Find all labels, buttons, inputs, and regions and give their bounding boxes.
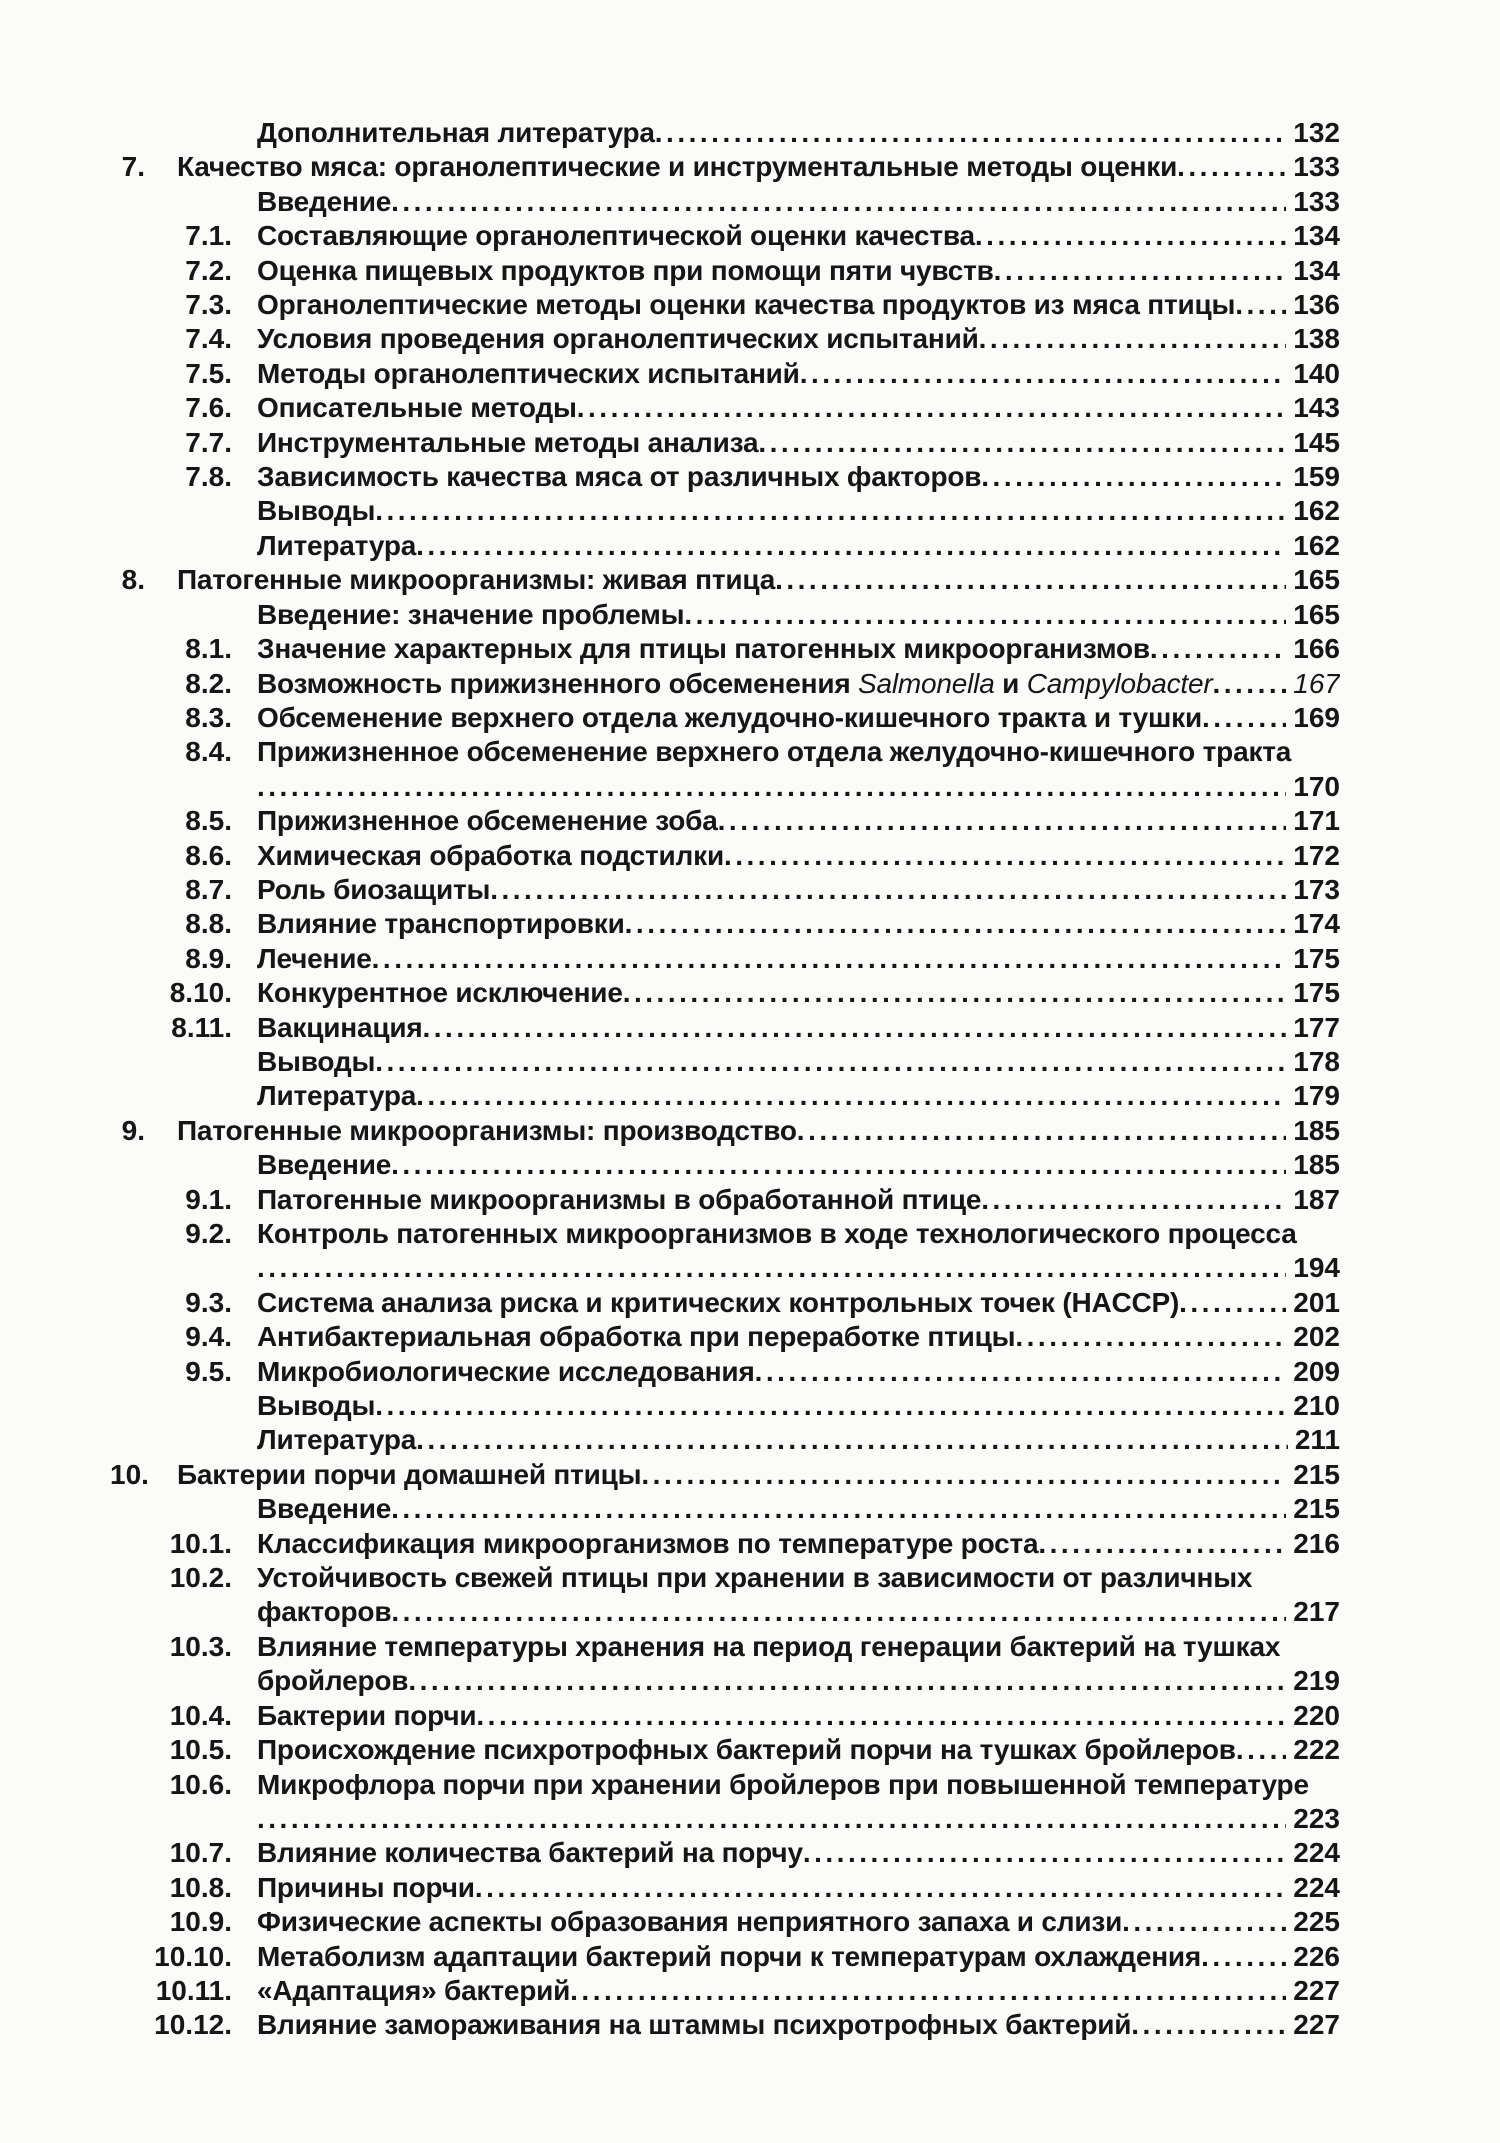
dot-leader: [800, 357, 1287, 391]
entry-number: 9.3.: [185, 1286, 232, 1318]
toc-entry: [110, 976, 1340, 1010]
dot-leader: [655, 116, 1287, 150]
page-number: 133: [1293, 185, 1340, 217]
entry-title: Инструментальные методы анализа: [257, 426, 759, 458]
entry-title: Микрофлора порчи при хранении бройлеров при повышенной температуре: [257, 1768, 1309, 1800]
entry-number: 10.2.: [169, 1562, 232, 1594]
entry-title: Вакцинация: [257, 1011, 423, 1043]
page-number: 134: [1293, 254, 1340, 286]
page-number: 222: [1293, 1734, 1340, 1766]
toc-entry: [110, 426, 1340, 460]
dot-leader: [775, 563, 1286, 597]
dot-leader: [979, 322, 1287, 356]
entry-number: 9.: [121, 1114, 145, 1146]
entry-title: Выводы: [257, 1390, 376, 1422]
toc-entry: [110, 1527, 1340, 1561]
dot-leader: [797, 1114, 1286, 1148]
toc-entry-continuation: [110, 1251, 1340, 1285]
dot-leader: [1202, 701, 1286, 735]
page-number: 227: [1293, 2009, 1340, 2041]
toc-entry: [110, 1045, 1340, 1079]
entry-number: 10.9.: [169, 1906, 232, 1938]
page-number: 162: [1293, 529, 1340, 561]
toc-entry: [110, 804, 1340, 838]
entry-number: 8.5.: [185, 805, 232, 837]
entry-number: 8.11.: [171, 1011, 232, 1043]
dot-leader: [375, 1045, 1286, 1079]
toc-entry: [110, 1871, 1340, 1905]
page-number: 225: [1293, 1906, 1340, 1938]
page-number: 170: [1293, 770, 1340, 802]
dot-leader: [422, 1011, 1286, 1045]
page-number: 201: [1293, 1286, 1340, 1318]
entry-title: Влияние замораживания на штаммы психротрофных бактерий: [257, 2009, 1132, 2041]
dot-leader: [416, 1079, 1286, 1113]
dot-leader: [718, 804, 1287, 838]
dot-leader: [684, 598, 1286, 632]
toc-entry: [110, 598, 1340, 632]
page-number: 162: [1293, 495, 1340, 527]
entry-title: Введение: [257, 185, 392, 217]
toc-entry: [110, 1011, 1340, 1045]
entry-number: 10.4.: [169, 1699, 232, 1731]
dot-leader: [476, 1699, 1286, 1733]
toc-entry: [110, 185, 1340, 219]
page-number: 172: [1293, 839, 1340, 871]
entry-number: 9.2.: [185, 1218, 232, 1249]
entry-title: Методы органолептических испытаний: [257, 357, 800, 389]
entry-title: факторов: [257, 1596, 392, 1628]
entry-title: Введение: значение проблемы: [257, 598, 685, 630]
entry-title: Обсеменение верхнего отдела желудочно-кишечного тракта и тушки: [257, 701, 1202, 733]
toc-entry: [110, 1974, 1340, 2008]
toc-entry: [110, 1492, 1340, 1526]
toc-entry: [110, 391, 1340, 425]
entry-title: Качество мяса: органолептические и инструментальные методы оценки: [177, 151, 1178, 183]
toc-entry: [110, 1114, 1340, 1148]
entry-number: 7.: [121, 151, 145, 183]
toc-entry: [110, 1079, 1340, 1113]
entry-title: Микробиологические исследования: [257, 1355, 755, 1387]
entry-title: Устойчивость свежей птицы при хранении в зависимости от различных: [257, 1562, 1253, 1594]
dot-leader: [416, 529, 1286, 563]
page-number: 185: [1293, 1114, 1340, 1146]
dot-leader: [623, 976, 1287, 1010]
page-number: 224: [1293, 1837, 1340, 1869]
page-number: 210: [1293, 1390, 1340, 1422]
toc-entry: [110, 219, 1340, 253]
entry-number: 10.1.: [169, 1527, 232, 1559]
entry-title: Система анализа риска и критических контрольных точек (HACCP): [257, 1286, 1180, 1318]
toc-entry: [110, 116, 1340, 150]
entry-title: Влияние транспортировки: [257, 908, 625, 940]
toc-entry: [110, 735, 1340, 769]
entry-number: 7.3.: [185, 289, 232, 321]
entry-number: 8.2.: [185, 667, 232, 699]
dot-leader: [391, 1148, 1286, 1182]
toc-entry: [110, 1940, 1340, 1974]
page-number: 223: [1293, 1802, 1340, 1834]
dot-leader: [257, 1251, 1286, 1285]
entry-number: 8.6.: [185, 839, 232, 871]
entry-title: Конкурентное исключение: [257, 977, 623, 1009]
entry-number: 7.2.: [185, 254, 232, 286]
entry-number: 10.3.: [169, 1630, 232, 1662]
dot-leader: [257, 770, 1286, 804]
entry-number: 9.1.: [185, 1183, 232, 1215]
dot-leader: [1131, 2008, 1286, 2042]
entry-title: Физические аспекты образования неприятного запаха и слизи: [257, 1906, 1123, 1938]
entry-number: 10.6.: [169, 1768, 232, 1800]
dot-leader: [375, 494, 1286, 528]
toc-entry: [110, 1905, 1340, 1939]
entry-title: Литература: [257, 1080, 417, 1112]
dot-leader: [1201, 1940, 1286, 1974]
toc-entry: [110, 1561, 1340, 1595]
page-number: 138: [1293, 323, 1340, 355]
page-number: 211: [1294, 1424, 1340, 1456]
toc-entry: [110, 1286, 1340, 1320]
entry-number: 9.4.: [185, 1321, 232, 1353]
entry-number: 7.7.: [185, 426, 232, 458]
toc-entry-continuation: [110, 770, 1340, 804]
dot-leader: [391, 1492, 1286, 1526]
entry-number: 8.10.: [169, 977, 232, 1009]
entry-title: Влияние температуры хранения на период генерации бактерий на тушках: [257, 1630, 1281, 1662]
toc-entry: [110, 1183, 1340, 1217]
dot-leader: [755, 1355, 1287, 1389]
dot-leader: [724, 839, 1286, 873]
dot-leader: [408, 1664, 1286, 1698]
dot-leader: [994, 254, 1287, 288]
entry-number: 10.10.: [154, 1940, 232, 1972]
dot-leader: [490, 873, 1286, 907]
dot-leader: [372, 942, 1287, 976]
entry-number: 10.8.: [169, 1871, 232, 1903]
toc-entry-continuation: [110, 1595, 1340, 1629]
dot-leader: [1015, 1320, 1286, 1354]
page-number: 185: [1293, 1149, 1340, 1181]
page-number: 159: [1293, 461, 1340, 493]
toc-entry: [110, 907, 1340, 941]
toc-entry: [110, 632, 1340, 666]
entry-title-italic-run: Salmonella: [858, 667, 995, 699]
entry-number: 7.5.: [185, 357, 232, 389]
entry-title-italic-run: Campylobacter: [1026, 667, 1213, 699]
entry-title: [257, 667, 1212, 701]
page-number: 178: [1293, 1045, 1340, 1077]
page-number: 173: [1293, 873, 1340, 905]
dot-leader: [758, 426, 1286, 460]
entry-title: Литература: [257, 529, 417, 561]
entry-title-run: и: [994, 667, 1027, 699]
page-number: 165: [1293, 564, 1340, 596]
entry-title: Роль биозащиты: [257, 873, 491, 905]
toc-entry: [110, 667, 1340, 701]
page-number: 177: [1293, 1011, 1340, 1043]
dot-leader: [1150, 632, 1286, 666]
page-number: 194: [1293, 1252, 1340, 1284]
entry-title: Составляющие органолептической оценки качества: [257, 220, 975, 252]
entry-number: 8.4.: [185, 736, 232, 768]
toc: [110, 116, 1340, 2043]
toc-entry: [110, 460, 1340, 494]
entry-title: Происхождение психротрофных бактерий порчи на тушках бройлеров: [257, 1734, 1236, 1766]
entry-title: Бактерии порчи: [257, 1699, 477, 1731]
page-number: 175: [1293, 942, 1340, 974]
toc-entry-continuation: [110, 1802, 1340, 1836]
entry-title: «Адаптация» бактерий: [257, 1974, 571, 2006]
page-number: 165: [1293, 598, 1340, 630]
page-number: 175: [1293, 977, 1340, 1009]
entry-number: 8.3.: [185, 701, 232, 733]
toc-entry: [110, 494, 1340, 528]
entry-title: Влияние количества бактерий на порчу: [257, 1837, 803, 1869]
toc-entry: [110, 150, 1340, 184]
entry-number: 10.5.: [169, 1734, 232, 1766]
page-number: 219: [1293, 1665, 1340, 1697]
entry-title: Зависимость качества мяса от различных факторов: [257, 461, 982, 493]
toc-entry: [110, 1148, 1340, 1182]
entry-title: Патогенные микроорганизмы в обработанной птице: [257, 1183, 982, 1215]
entry-title: Лечение: [257, 942, 372, 974]
entry-number: 8.9.: [185, 942, 232, 974]
entry-title: Описательные методы: [257, 392, 577, 424]
toc-entry: [110, 701, 1340, 735]
dot-leader: [391, 1595, 1286, 1629]
page-number: 169: [1293, 701, 1340, 733]
entry-title: Условия проведения органолептических испытаний: [257, 323, 979, 355]
dot-leader: [475, 1871, 1286, 1905]
toc-entry: [110, 357, 1340, 391]
dot-leader: [1212, 667, 1286, 701]
toc-entry: [110, 254, 1340, 288]
dot-leader: [257, 1802, 1286, 1836]
toc-entry: [110, 1217, 1340, 1251]
toc-entry: [110, 563, 1340, 597]
entry-title-run: Возможность прижизненного обсеменения: [257, 667, 859, 699]
toc-entry: [110, 529, 1340, 563]
entry-number: 7.4.: [185, 323, 232, 355]
entry-title: Прижизненное обсеменение верхнего отдела желудочно-кишечного тракта: [257, 736, 1292, 768]
page-number: 202: [1293, 1321, 1340, 1353]
entry-title: Контроль патогенных микроорганизмов в ходе технологического процесса: [257, 1218, 1297, 1249]
page-number: 136: [1293, 289, 1340, 321]
toc-entry-continuation: [110, 1664, 1340, 1698]
entry-title: Органолептические методы оценки качества продуктов из мяса птицы: [257, 289, 1236, 321]
entry-title: Патогенные микроорганизмы: производство: [177, 1114, 797, 1146]
toc-entry: [110, 1733, 1340, 1767]
entry-title: Бактерии порчи домашней птицы: [177, 1458, 642, 1490]
dot-leader: [803, 1836, 1286, 1870]
entry-title: Причины порчи: [257, 1871, 475, 1903]
page-number: 145: [1293, 426, 1340, 458]
entry-title: Оценка пищевых продуктов при помощи пяти чувств: [257, 254, 994, 286]
toc-entry: [110, 1458, 1340, 1492]
dot-leader: [981, 1183, 1286, 1217]
dot-leader: [975, 219, 1286, 253]
toc-entry: [110, 1320, 1340, 1354]
entry-title: Выводы: [257, 495, 376, 527]
toc-entry: [110, 322, 1340, 356]
page-number: 167: [1293, 667, 1340, 699]
toc-entry: [110, 1768, 1340, 1802]
toc-entry: [110, 839, 1340, 873]
entry-title: Химическая обработка подстилки: [257, 839, 724, 871]
page-number: 217: [1293, 1596, 1340, 1628]
dot-leader: [416, 1423, 1288, 1457]
entry-title: Метаболизм адаптации бактерий порчи к температурам охлаждения: [257, 1940, 1202, 1972]
dot-leader: [641, 1458, 1286, 1492]
dot-leader: [1038, 1527, 1286, 1561]
entry-title: Патогенные микроорганизмы: живая птица: [177, 564, 776, 596]
toc-entry: [110, 1630, 1340, 1664]
dot-leader: [1179, 1286, 1286, 1320]
entry-title: Выводы: [257, 1045, 376, 1077]
page-number: 187: [1293, 1183, 1340, 1215]
page-number: 215: [1293, 1493, 1340, 1525]
entry-title: Введение: [257, 1149, 392, 1181]
page-number: 132: [1293, 117, 1340, 148]
entry-title: Прижизненное обсеменение зоба: [257, 805, 718, 837]
page-number: 179: [1293, 1080, 1340, 1112]
page-number: 133: [1293, 151, 1340, 183]
entry-number: 8.1.: [185, 633, 232, 665]
entry-number: 8.: [121, 564, 145, 596]
entry-number: 7.8.: [185, 461, 232, 493]
page-number: 220: [1293, 1699, 1340, 1731]
toc-entry: [110, 2008, 1340, 2042]
toc-entry: [110, 1423, 1340, 1457]
page-number: 224: [1293, 1871, 1340, 1903]
entry-number: 8.8.: [185, 908, 232, 940]
page-number: 166: [1293, 633, 1340, 665]
entry-title: Значение характерных для птицы патогенных микроорганизмов: [257, 633, 1150, 665]
toc-entry: [110, 1389, 1340, 1423]
page-number: 216: [1293, 1527, 1340, 1559]
entry-number: 7.1.: [185, 220, 232, 252]
toc-entry: [110, 1699, 1340, 1733]
page-number: 140: [1293, 357, 1340, 389]
entry-title: бройлеров: [257, 1665, 409, 1697]
dot-leader: [1235, 288, 1286, 322]
entry-title: Антибактериальная обработка при переработке птицы: [257, 1321, 1016, 1353]
entry-title: Литература: [257, 1424, 417, 1456]
page-number: 209: [1293, 1355, 1340, 1387]
entry-title: Введение: [257, 1493, 392, 1525]
entry-number: 10.12.: [154, 2009, 232, 2041]
page-number: 227: [1293, 1974, 1340, 2006]
entry-number: 9.5.: [185, 1355, 232, 1387]
dot-leader: [577, 391, 1287, 425]
dot-leader: [981, 460, 1286, 494]
dot-leader: [375, 1389, 1286, 1423]
page-number: 134: [1293, 220, 1340, 252]
dot-leader: [391, 185, 1286, 219]
dot-leader: [570, 1974, 1286, 2008]
page-number: 171: [1293, 805, 1340, 837]
toc-entry: [110, 942, 1340, 976]
dot-leader: [1236, 1733, 1286, 1767]
toc-entry: [110, 1355, 1340, 1389]
page-number: 215: [1293, 1458, 1340, 1490]
entry-title: Дополнительная литература: [257, 117, 655, 148]
entry-number: 10.11.: [155, 1974, 232, 2006]
toc-entry: [110, 1836, 1340, 1870]
dot-leader: [1122, 1905, 1286, 1939]
dot-leader: [1177, 150, 1286, 184]
entry-number: 8.7.: [185, 873, 232, 905]
entry-number: 7.6.: [185, 392, 232, 424]
toc-entry: [110, 288, 1340, 322]
toc-entry: [110, 873, 1340, 907]
dot-leader: [625, 907, 1287, 941]
entry-title: Классификация микроорганизмов по температуре роста: [257, 1527, 1039, 1559]
page-number: 143: [1293, 392, 1340, 424]
page-number: 226: [1293, 1940, 1340, 1972]
page-number: 174: [1293, 908, 1340, 940]
entry-number: 10.7.: [169, 1837, 232, 1869]
entry-number: 10.: [110, 1458, 149, 1490]
